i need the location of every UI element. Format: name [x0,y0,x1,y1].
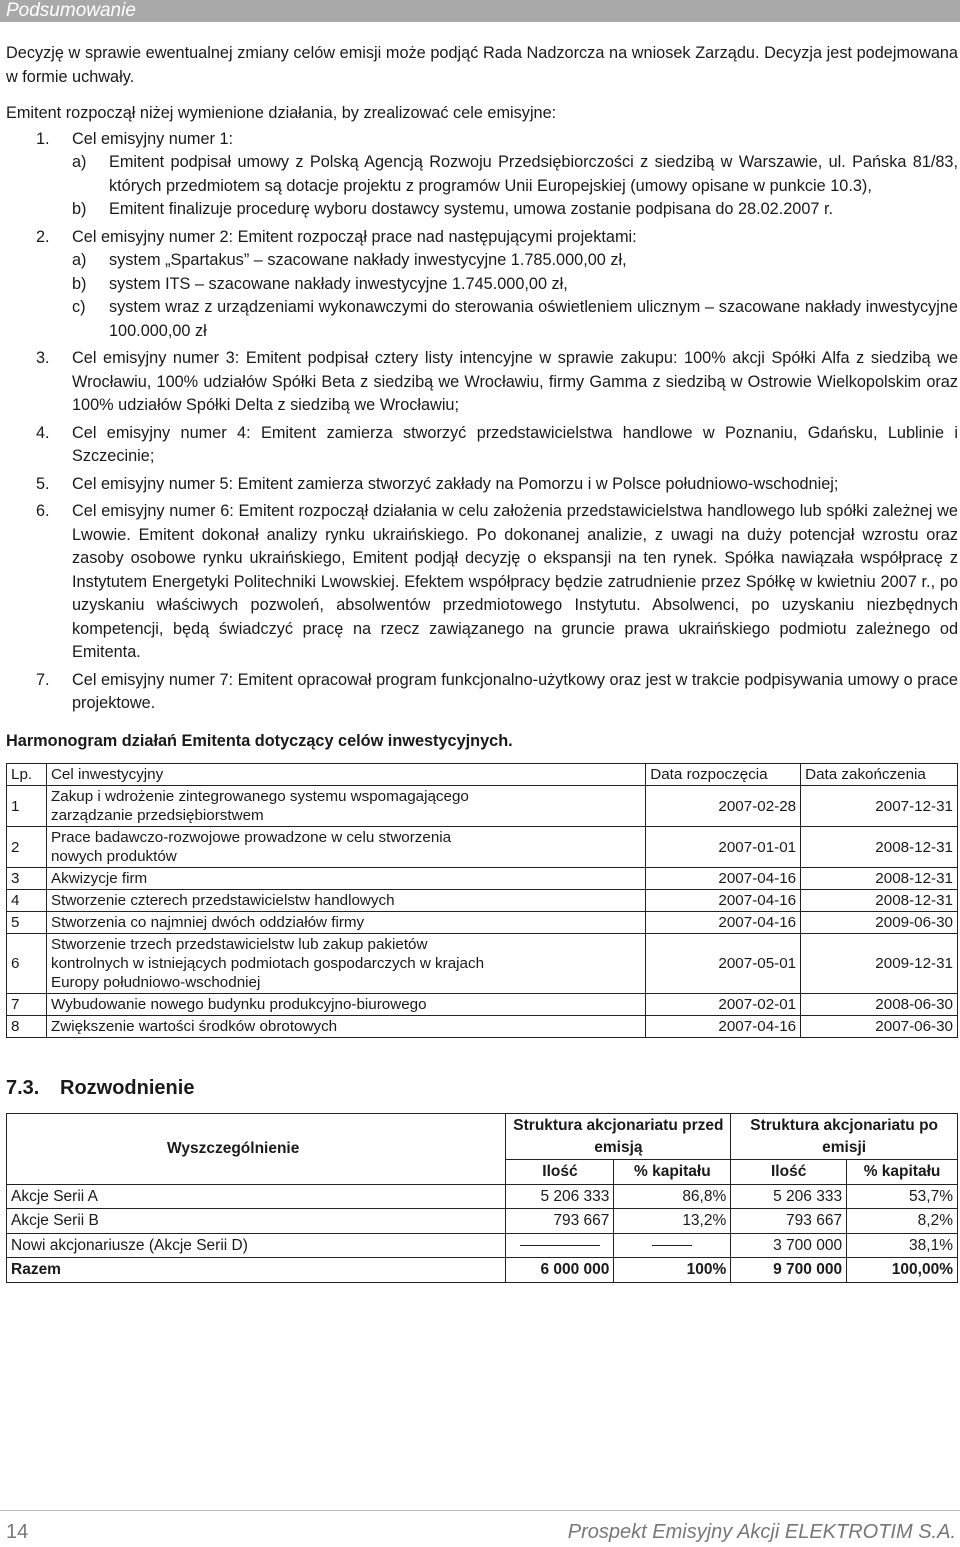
header-specification: Wyszczególnienie [7,1114,506,1185]
intro-paragraph-2: Emitent rozpoczął niżej wymienione działania, by zrealizować cele emisyjne: [6,104,557,122]
schedule-table [6,763,958,1038]
goal-item-5: 5. Cel emisyjny numer 5: Emitent zamierza stworzyć zakłady na Pomorzu i w Polsce południowo-wschodniej; [36,474,839,493]
table-row: Akcje Serii B 793 667 13,2% 793 667 8,2% [7,1209,958,1234]
goal-item-6: 6. Cel emisyjny numer 6: Emitent rozpoczął działania w celu założenia przedstawicielstwa handlowego lub spółki zależnej we Lwowie. Emitent dokonał analizy rynku ukraińskiego. Po dokonanej analizie, z uwagi na duży potencjał wzrostu oraz zasoby osobowe rynku ukraińskiego, Emitent podjął decyzję o ekspansji na ten rynek. Spółka nawiązała współpracę z Instytutem Energetyki Politechniki Lwowskiej. Efektem współpracy będzie zatrudnienie przez Spółkę w kwietniu 2007 r., po uzyskaniu właściwych pozwoleń, absolwentów przedmiotowego Instytutu. Absolwenci, po uzyskaniu niezbędnych kompetencji, będą świadczyć pracę na rzecz zawiązanego na gruncie prawa ukraińskiego podmiotu zależnego od Emitenta. [36,502,958,661]
section-title: Rozwodnienie [60,1077,195,1099]
page-content [6,42,958,1283]
table-row-total: Razem 6 000 000 100% 9 700 000 100,00% [7,1258,958,1283]
table-row: 8 Zwiększenie wartości środków obrotowych 2007-04-16 2007-06-30 [7,1016,958,1038]
goal-2-sub-a: a) system „Spartakus” – szacowane nakłady inwestycyjne 1.785.000,00 zł, [72,251,627,269]
goal-1-sub-a: a) Emitent podpisał umowy z Polską Agencją Rozwoju Przedsiębiorczości z siedzibą w Warszawie, ul. Pańska 81/83, których przedmiotem są dotacje projektu z programów Unii Europejskiej (umowy opisane w punkcie 10.3), [72,153,958,195]
section-number: 7.3. [6,1077,40,1099]
table-row: 6 Stworzenie trzech przedstawicielstw lub zakup pakietów kontrolnych w istniejących podmiotach gospodarczych w krajach Europy południowo-wschodniej 2007-05-01 2009-12-31 [7,934,958,994]
header-goal: Cel inwestycyjny [46,764,645,786]
intro-paragraph-1: Decyzję w sprawie ewentualnej zmiany celów emisji może podjąć Rada Nadzorcza na wniosek Zarządu. Decyzja jest podejmowana w formie uchwały. [6,44,958,86]
table-row: 7 Wybudowanie nowego budynku produkcyjno-biurowego 2007-02-01 2008-06-30 [7,994,958,1016]
goal-item-4: 4. Cel emisyjny numer 4: Emitent zamierza stworzyć przedstawicielstwa handlowe w Poznaniu, Gdańsku, Lublinie i Szczecinie; [36,423,958,465]
schedule-title: Harmonogram działań Emitenta dotyczący celów inwestycyjnych. [6,731,513,750]
section-header-title: Podsumowanie [6,0,136,21]
goal-item-7: 7. Cel emisyjny numer 7: Emitent opracował program funkcjonalno-użytkowy oraz jest w trakcie podpisywania umowy o prace projektowe. [36,670,958,712]
goal-item-3: 3. Cel emisyjny numer 3: Emitent podpisał cztery listy intencyjne w sprawie zakupu: 100% akcji Spółki Alfa z siedzibą we Wrocławiu, 100% udziałów Spółki Beta z siedzibą we Wrocławiu, firmy Gamma z siedzibą w Ostrowie Wielkopolskim oraz 100% udziałów Spółki Delta z siedzibą we Wrocławiu; [36,349,958,414]
goal-1-sub-b: b) Emitent finalizuje procedurę wyboru dostawcy systemu, umowa zostanie podpisana do 28.02.2007 r. [72,200,834,218]
goal-2-sub-b: b) system ITS – szacowane nakłady inwestycyjne 1.745.000,00 zł, [72,274,568,293]
table-row: 4 Stworzenie czterech przedstawicielstw handlowych 2007-04-16 2008-12-31 [7,890,958,912]
empty-dash-percent [614,1233,731,1258]
section-header-bar [0,0,960,22]
header-end-date: Data zakończenia [801,764,958,786]
table-row: Akcje Serii A 5 206 333 86,8% 5 206 333 53,7% [7,1184,958,1209]
footer-divider [0,1510,960,1511]
goal-2-sub-c: c) system wraz z urządzeniami wykonawczymi do sterowania oświetleniem ulicznym – szacowane nakłady inwestycyjne 100.000,00 zł [72,298,958,340]
header-start-date: Data rozpoczęcia [646,764,801,786]
header-lp: Lp. [7,764,47,786]
goal-item-1: 1. Cel emisyjny numer 1: [36,129,234,148]
goal-item-2: 2. Cel emisyjny numer 2: Emitent rozpoczął prace nad następującymi projektami: [36,227,637,246]
footer-document-title: Prospekt Emisyjny Akcji ELEKTROTIM S.A. [567,1521,956,1543]
section-heading-dilution [6,1076,958,1100]
header-before-issue: Struktura akcjonariatu przed emisją [506,1114,731,1160]
header-after-issue: Struktura akcjonariatu po emisji [731,1114,958,1160]
table-row: 3 Akwizycje firm 2007-04-16 2008-12-31 [7,868,958,890]
page-number: 14 [6,1521,29,1543]
dilution-subheader-row: Ilość % kapitału Ilość % kapitału [7,1160,958,1185]
table-row: 2 Prace badawczo-rozwojowe prowadzone w celu stworzenia nowych produktów 2007-01-01 2008-12-31 [7,827,958,868]
dilution-header-row [7,1114,958,1160]
dilution-table [6,1113,958,1283]
schedule-header-row [7,764,958,786]
table-row: 5 Stworzenia co najmniej dwóch oddziałów firmy 2007-04-16 2009-06-30 [7,912,958,934]
table-row: 1 Zakup i wdrożenie zintegrowanego systemu wspomagającego zarządzanie przedsiębiorstwem 2007-02-28 2007-12-31 [7,786,958,827]
empty-dash-quantity [506,1233,614,1258]
table-row: Nowi akcjonariusze (Akcje Serii D) 3 700 000 38,1% [7,1233,958,1258]
